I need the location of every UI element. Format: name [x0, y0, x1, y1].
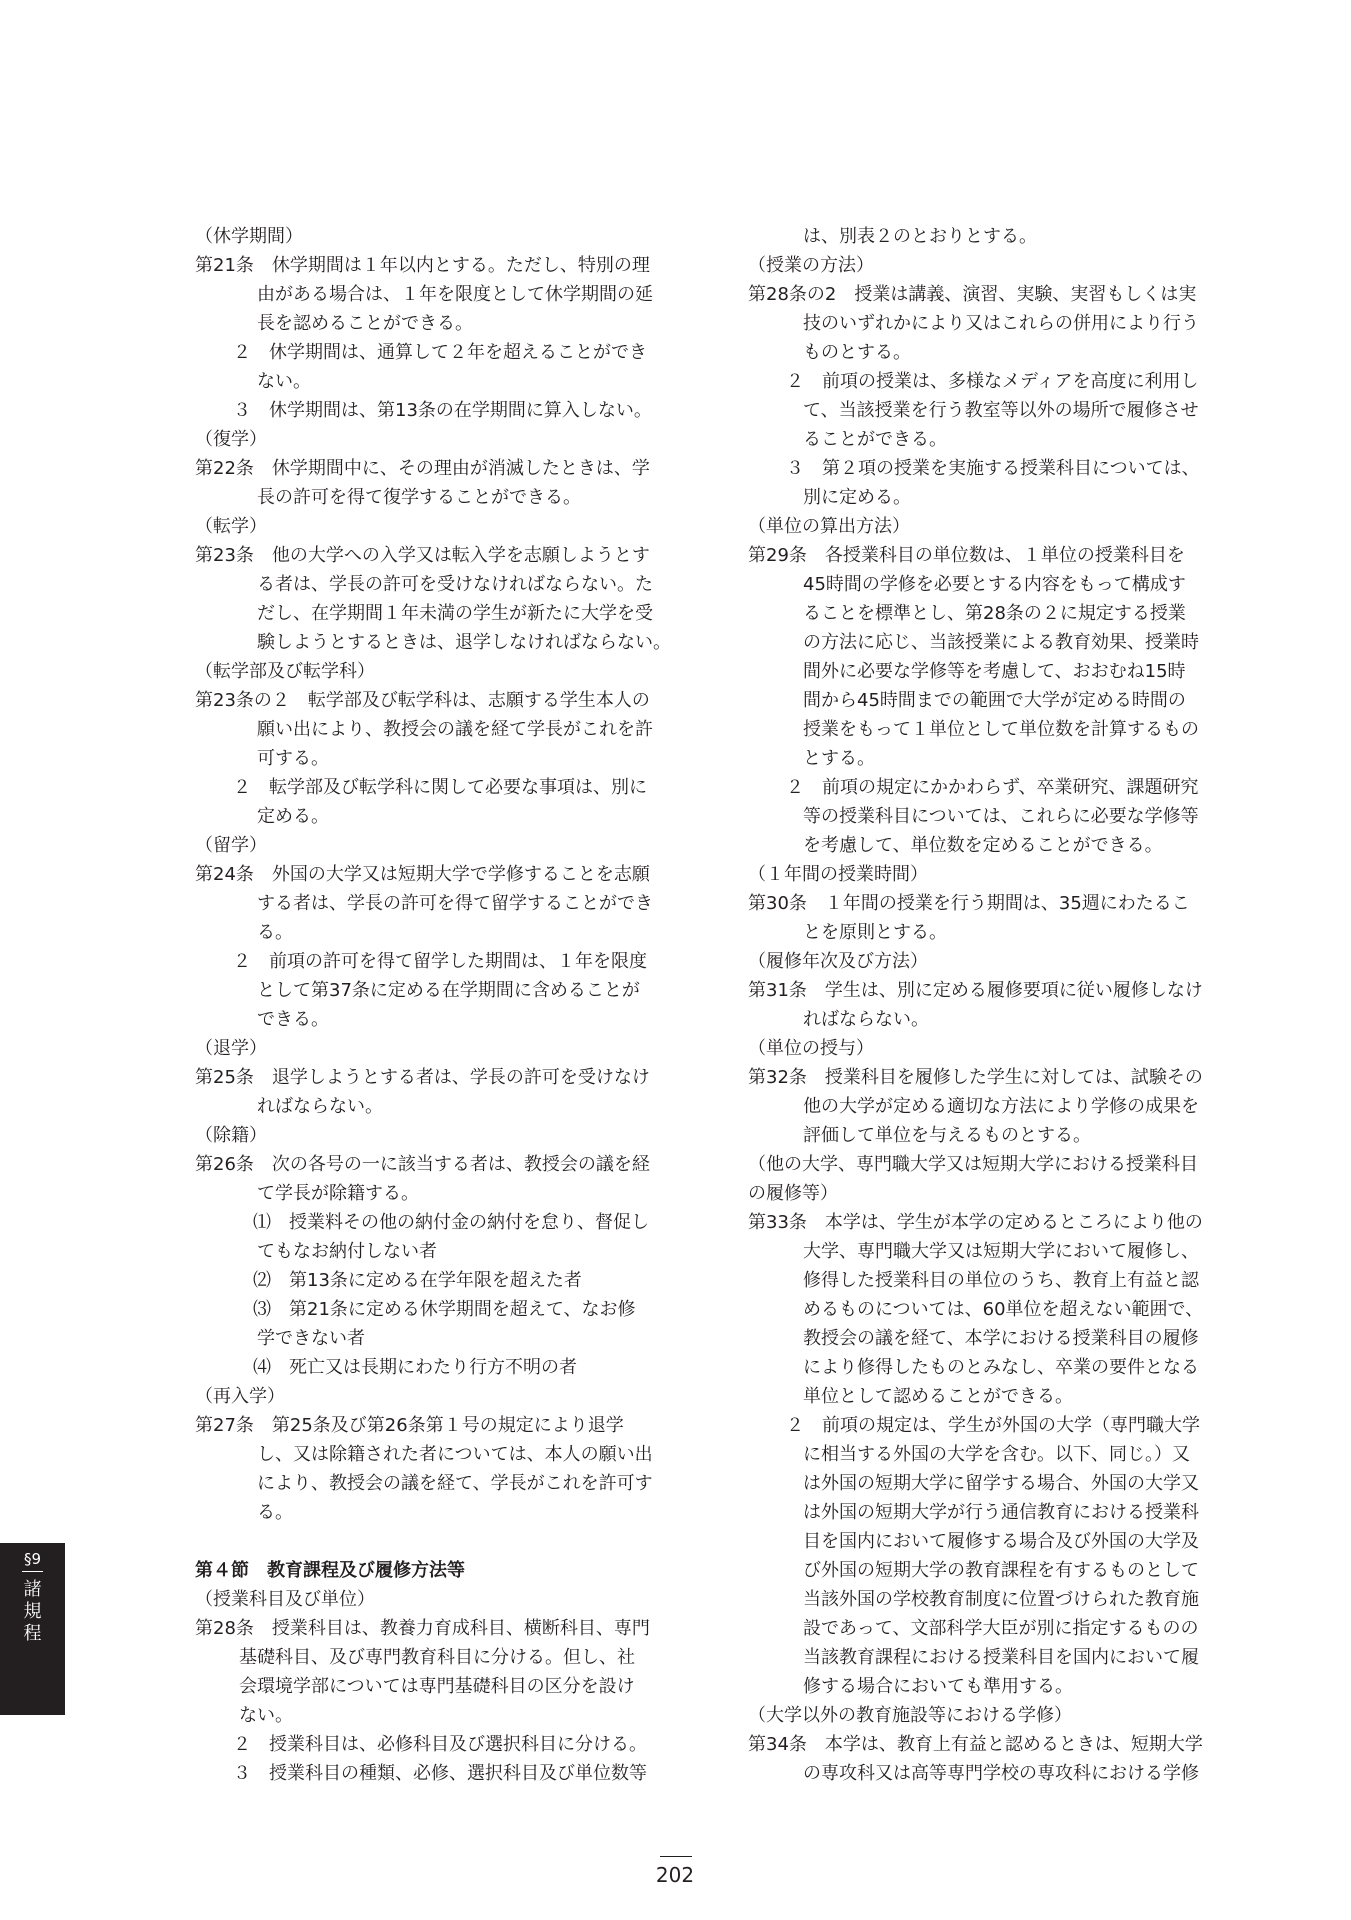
text-line: 第29条 各授業科目の単位数は、１単位の授業科目を [748, 545, 1185, 566]
blank-line [195, 1527, 695, 1556]
text-line: により、教授会の議を経て、学長がこれを許可す [257, 1473, 653, 1494]
text-line: ることができる。 [803, 429, 947, 450]
text-line: 可する。 [257, 748, 329, 769]
chapter-title-char: 諸 [23, 1579, 42, 1600]
text-line: 単位として認めることができる。 [803, 1386, 1073, 1407]
text-line: を考慮して、単位数を定めることができる。 [803, 835, 1163, 856]
text-line: ⑴ 授業料その他の納付金の納付を怠り、督促し [253, 1212, 649, 1233]
text-line: 第33条 本学は、学生が本学の定めるところにより他の [748, 1212, 1203, 1233]
text-line: ればならない。 [803, 1009, 929, 1030]
text-line: 設であって、文部科学大臣が別に指定するものの [803, 1618, 1199, 1639]
chapter-title-char: 規 [23, 1601, 42, 1622]
text-line: （休学期間） [195, 226, 303, 247]
text-line: 第26条 次の各号の一に該当する者は、教授会の議を経 [195, 1154, 650, 1175]
text-line: る者は、学長の許可を受けなければならない。た [257, 574, 653, 595]
text-line: （転学） [195, 516, 267, 537]
text-line: 目を国内において履修する場合及び外国の大学及 [803, 1531, 1199, 1552]
text-line: ２ 授業科目は、必修科目及び選択科目に分ける。 [233, 1734, 647, 1755]
text-line: （復学） [195, 429, 267, 450]
page-number: 202 [655, 1863, 695, 1887]
text-line: （除籍） [195, 1125, 267, 1146]
text-line: （転学部及び転学科） [195, 661, 375, 682]
text-line: 第22条 休学期間中に、その理由が消滅したときは、学 [195, 458, 650, 479]
text-line: て、当該授業を行う教室等以外の場所で履修させ [803, 400, 1199, 421]
text-line: は、別表２のとおりとする。 [803, 226, 1037, 247]
text-line: ２ 前項の規定にかかわらず、卒業研究、課題研究 [786, 777, 1199, 798]
text-line: 第25条 退学しようとする者は、学長の許可を受けなけ [195, 1067, 650, 1088]
text-line: 基礎科目、及び専門教育科目に分ける。但し、社 [239, 1647, 635, 1668]
section-heading: 第４節 教育課程及び履修方法等 [195, 1560, 465, 1581]
text-line: とする。 [803, 748, 875, 769]
text-line: 定める。 [257, 806, 329, 827]
text-line: ない。 [239, 1705, 293, 1726]
text-line: ２ 休学期間は、通算して２年を超えることができ [233, 342, 647, 363]
text-line: ればならない。 [257, 1096, 383, 1117]
text-line: の方法に応じ、当該授業による教育効果、授業時 [803, 632, 1199, 653]
text-line: とを原則とする。 [803, 922, 947, 943]
text-line: （授業の方法） [748, 255, 874, 276]
chapter-number: §9 [23, 1550, 42, 1568]
text-line: の専攻科又は高等専門学校の専攻科における学修 [803, 1763, 1199, 1784]
text-line: ものとする。 [803, 342, 911, 363]
text-line: 当該外国の学校教育制度に位置づけられた教育施 [803, 1589, 1199, 1610]
text-line: 長の許可を得て復学することができる。 [257, 487, 581, 508]
text-line: 間から45時間までの範囲で大学が定める時間の [803, 690, 1186, 711]
text-line: 評価して単位を与えるものとする。 [803, 1125, 1091, 1146]
text-line: 第21条 休学期間は１年以内とする。ただし、特別の理 [195, 255, 650, 276]
text-line: 45時間の学修を必要とする内容をもって構成す [803, 574, 1186, 595]
text-line: 第34条 本学は、教育上有益と認めるときは、短期大学 [748, 1734, 1203, 1755]
text-line: ２ 前項の規定は、学生が外国の大学（専門職大学 [786, 1415, 1200, 1436]
text-line: 長を認めることができる。 [257, 313, 473, 334]
text-line: する者は、学長の許可を得て留学することができ [257, 893, 653, 914]
text-line: 他の大学が定める適切な方法により学修の成果を [803, 1096, 1199, 1117]
text-line: 第23条 他の大学への入学又は転入学を志願しようとす [195, 545, 650, 566]
text-line: めるものについては、60単位を超えない範囲で、 [803, 1299, 1204, 1320]
text-line: る。 [257, 1502, 293, 1523]
text-line: 第24条 外国の大学又は短期大学で学修することを志願 [195, 864, 650, 885]
left-column [195, 222, 695, 1788]
text-line: ⑵ 第13条に定める在学年限を超えた者 [253, 1270, 582, 1291]
text-line: ⑶ 第21条に定める休学期間を超えて、なお修 [253, 1299, 636, 1320]
chapter-side-tab [0, 1543, 65, 1715]
right-column [748, 222, 1248, 1788]
text-line: 大学、専門職大学又は短期大学において履修し、 [803, 1241, 1199, 1262]
text-line: 第27条 第25条及び第26条第１号の規定により退学 [195, 1415, 624, 1436]
text-line: （１年間の授業時間） [748, 864, 928, 885]
text-line: 学できない者 [257, 1328, 365, 1349]
text-line: 第30条 １年間の授業を行う期間は、35週にわたるこ [748, 893, 1190, 914]
text-line: 験しようとするときは、退学しなければならない。 [257, 632, 671, 653]
text-line: 等の授業科目については、これらに必要な学修等 [803, 806, 1199, 827]
text-line: （退学） [195, 1038, 267, 1059]
chapter-divider [22, 1571, 43, 1572]
text-line: できる。 [257, 1009, 329, 1030]
page-number-rule [660, 1856, 692, 1857]
text-line: ることを標準とし、第28条の２に規定する授業 [803, 603, 1186, 624]
text-line: に相当する外国の大学を含む。以下、同じ。）又 [803, 1444, 1190, 1465]
text-line: てもなお納付しない者 [257, 1241, 437, 1262]
text-line: 第31条 学生は、別に定める履修要項に従い履修しなけ [748, 980, 1203, 1001]
text-line: 授業をもって１単位として単位数を計算するもの [803, 719, 1199, 740]
text-line: 技のいずれかにより又はこれらの併用により行う [803, 313, 1199, 334]
text-line: （単位の授与） [748, 1038, 874, 1059]
text-line: し、又は除籍された者については、本人の願い出 [257, 1444, 653, 1465]
text-line: 間外に必要な学修等を考慮して、おおむね15時 [803, 661, 1186, 682]
text-line: 第23条の２ 転学部及び転学科は、志願する学生本人の [195, 690, 650, 711]
text-line: ３ 授業科目の種類、必修、選択科目及び単位数等 [233, 1763, 647, 1784]
text-line: （再入学） [195, 1386, 285, 1407]
text-line: 願い出により、教授会の議を経て学長がこれを許 [257, 719, 653, 740]
text-line: る。 [257, 922, 293, 943]
text-line: ⑷ 死亡又は長期にわたり行方不明の者 [253, 1357, 577, 1378]
text-line: 第28条 授業科目は、教養力育成科目、横断科目、専門 [195, 1618, 650, 1639]
text-line: により修得したものとみなし、卒業の要件となる [803, 1357, 1199, 1378]
text-line: （留学） [195, 835, 267, 856]
text-line: 第28条の2 授業は講義、演習、実験、実習もしくは実 [748, 284, 1197, 305]
text-line: 会環境学部については専門基礎科目の区分を設け [239, 1676, 635, 1697]
text-line: （他の大学、専門職大学又は短期大学における授業科目 [748, 1154, 1198, 1175]
text-line: として第37条に定める在学期間に含めることが [257, 980, 640, 1001]
text-line: は外国の短期大学に留学する場合、外国の大学又 [803, 1473, 1199, 1494]
text-line: ２ 転学部及び転学科に関して必要な事項は、別に [233, 777, 647, 798]
chapter-title-char: 程 [23, 1623, 42, 1644]
text-line: だし、在学期間１年未満の学生が新たに大学を受 [257, 603, 653, 624]
text-line: て学長が除籍する。 [257, 1183, 419, 1204]
text-line: ３ 休学期間は、第13条の在学期間に算入しない。 [233, 400, 652, 421]
text-line: （大学以外の教育施設等における学修） [748, 1705, 1072, 1726]
text-line: ない。 [257, 371, 311, 392]
text-line: ３ 第２項の授業を実施する授業科目については、 [786, 458, 1200, 479]
text-line: は外国の短期大学が行う通信教育における授業科 [803, 1502, 1199, 1523]
text-line: （単位の算出方法） [748, 516, 910, 537]
text-line: （履修年次及び方法） [748, 951, 928, 972]
text-line: の履修等） [748, 1183, 838, 1204]
text-line: 由がある場合は、１年を限度として休学期間の延 [257, 284, 653, 305]
text-line: ２ 前項の授業は、多様なメディアを高度に利用し [786, 371, 1199, 392]
text-line: 第32条 授業科目を履修した学生に対しては、試験その [748, 1067, 1203, 1088]
text-line: （授業科目及び単位） [195, 1589, 375, 1610]
text-line: 当該教育課程における授業科目を国内において履 [803, 1647, 1199, 1668]
text-line: 教授会の議を経て、本学における授業科目の履修 [803, 1328, 1199, 1349]
text-line: 修する場合においても準用する。 [803, 1676, 1073, 1697]
chapter-title [0, 1579, 65, 1645]
text-line: 修得した授業科目の単位のうち、教育上有益と認 [803, 1270, 1199, 1291]
text-line: 別に定める。 [803, 487, 911, 508]
text-line: ２ 前項の許可を得て留学した期間は、１年を限度 [233, 951, 647, 972]
text-line: び外国の短期大学の教育課程を有するものとして [803, 1560, 1199, 1581]
